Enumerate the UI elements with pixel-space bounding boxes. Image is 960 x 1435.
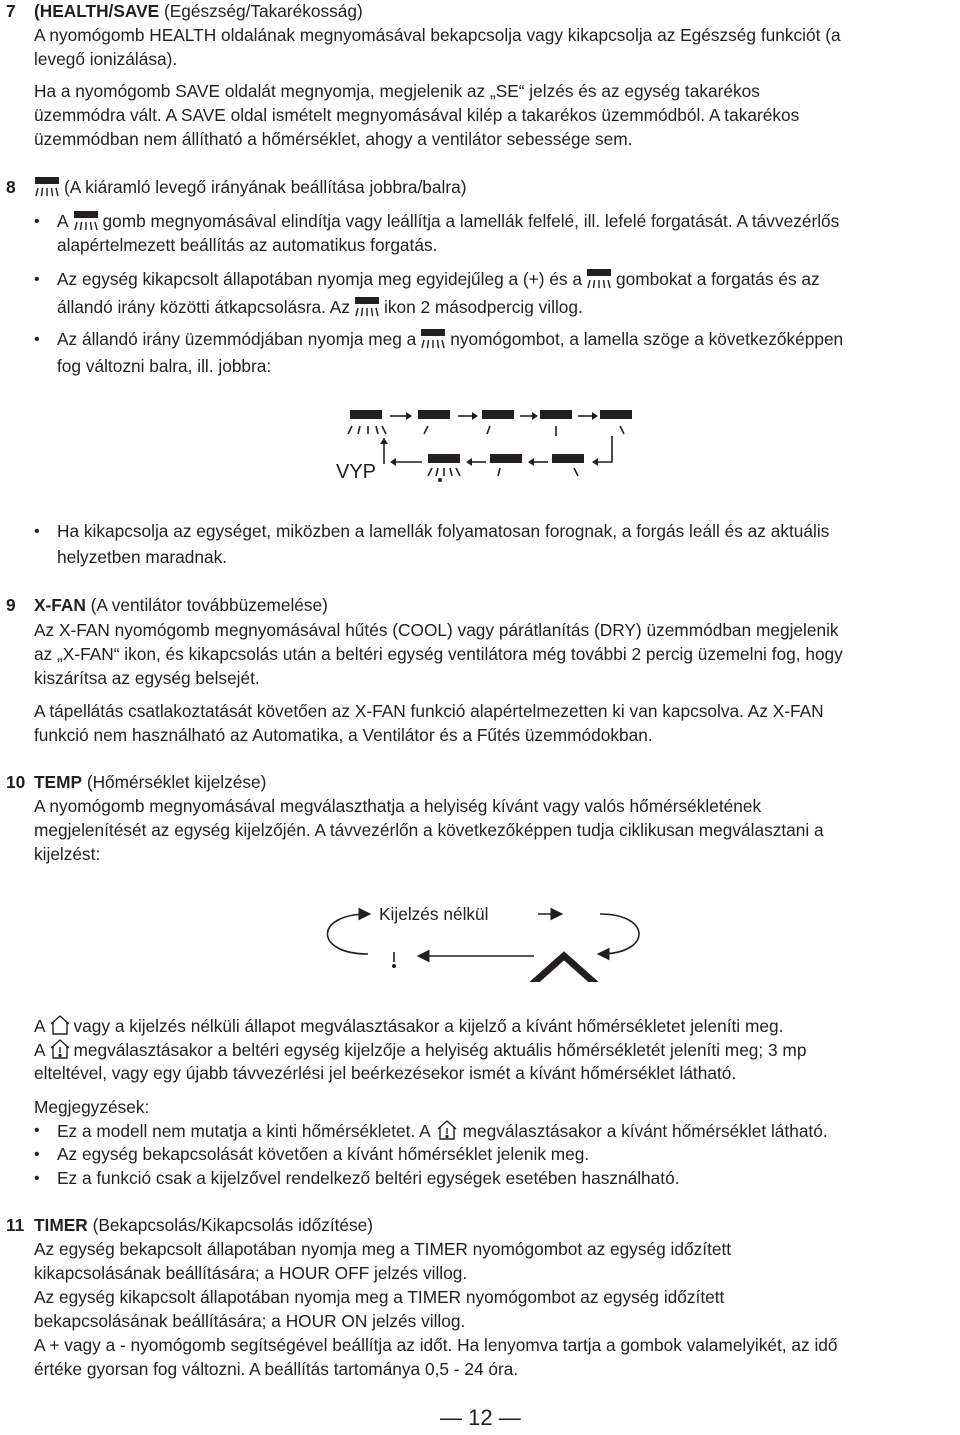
bullet: • (34, 1146, 40, 1163)
paragraph-line: elteltével, vagy egy újabb távvezérlési jel beérkezésekor ismét a kívánt hőmérséklet látható. (34, 1063, 737, 1083)
page-number-value: 12 (468, 1405, 493, 1430)
section-title-rest: (Bekapcsolás/Kikapcsolás időzítése) (87, 1215, 374, 1235)
louver-position-1 (348, 410, 386, 434)
bullet-line (57, 210, 839, 234)
section-title-rest: (A ventilátor továbbüzemelése) (85, 595, 328, 615)
bullet-line (57, 296, 583, 320)
paragraph-line: Az X-FAN nyomógomb megnyomásával hűtés (COOL) vagy párátlanítás (DRY) üzemmódban megjelenik (34, 620, 839, 640)
section-title (34, 594, 328, 618)
paragraph-line: A nyomógomb HEALTH oldalának megnyomásával bekapcsolja vagy kikapcsolja az Egészség funkciót (a (34, 25, 841, 45)
bullet: • (34, 523, 40, 540)
bullet-line (57, 268, 820, 292)
arrow-left (466, 458, 486, 466)
paragraph-line: üzemmódban nem állítható a hőmérséklet, ahogy a ventilátor sebessége sem. (34, 129, 633, 149)
arrow-right (458, 412, 478, 420)
bullet: • (34, 213, 40, 230)
bullet: • (34, 1122, 40, 1139)
section-title (34, 176, 467, 200)
swing-louver-icon (420, 328, 446, 350)
house-thermometer-icon (434, 1119, 460, 1141)
louver-position-8 (428, 454, 460, 482)
bullet: • (34, 271, 40, 288)
text: állandó irány közötti átkapcsolásra. Az (57, 297, 350, 317)
paragraph-line: megjelenítését az egység kijelzőjén. A távvezérlőn a következőképpen tudja ciklikusan megválasztani a (34, 820, 824, 840)
swing-louver-icon (73, 210, 99, 232)
section-title (34, 0, 363, 24)
note-line: Az egység bekapcsolását követően a kívánt hőmérséklet jelenik meg. (57, 1144, 590, 1164)
section-number: 7 (6, 1, 16, 21)
arrow-left (528, 458, 548, 466)
text: A (57, 211, 69, 231)
page-number (440, 1404, 521, 1432)
paragraph-line: Az egység bekapcsolt állapotában nyomja meg a TIMER nyomógombot az egység időzített (34, 1239, 732, 1259)
paragraph-line: kijelzést: (34, 844, 101, 864)
section-title (34, 1214, 373, 1238)
bullet-line: helyzetben maradnak. (57, 547, 228, 567)
paragraph-line: funkció nem használható az Automatika, a Ventilátor és a Fűtés üzemmódokban. (34, 725, 653, 745)
louver-position-2 (418, 410, 450, 434)
louver-cycle-diagram (330, 400, 640, 490)
section-number: 11 (6, 1215, 25, 1235)
cycle-arrow-right (600, 914, 639, 954)
section-number: 9 (6, 595, 16, 615)
paragraph-line: értéke gyorsan fog változni. A beállítás tartománya 0,5 - 24 óra. (34, 1359, 519, 1379)
return-arrow (592, 436, 612, 466)
paragraph-line (34, 1038, 806, 1063)
paragraph-line: bekapcsolásának beállítására; a HOUR ON jelzés villog. (34, 1311, 466, 1331)
page-dash: — (440, 1405, 462, 1430)
section-title (34, 771, 266, 795)
louver-position-6 (552, 454, 584, 476)
section-number: 10 (6, 772, 26, 792)
cycle-arrow-left (328, 914, 369, 954)
bullet-line: Ha kikapcsolja az egységet, miközben a lamellák folyamatosan forognak, a forgás leáll és az aktuális (57, 521, 830, 541)
section-title-bold: (HEALTH/SAVE (34, 1, 160, 21)
section-title-text: (A kiáramló levegő irányának beállítása jobbra/balra) (64, 177, 467, 197)
text: nyomógombot, a lamella szöge a következőképpen (450, 329, 844, 349)
note-line (57, 1119, 828, 1144)
section-number: 8 (6, 177, 16, 197)
text: megválasztásakor a beltéri egység kijelzője a helyiség aktuális hőmérsékletét jeleníti meg; 3 mp (73, 1040, 807, 1060)
louver-position-5 (600, 410, 632, 434)
text: Ez a modell nem mutatja a kinti hőmérsékletet. A (57, 1121, 431, 1141)
text: Az állandó irány üzemmódjában nyomja meg a (57, 329, 417, 349)
louver-position-7 (490, 454, 522, 476)
bullet: • (34, 1170, 40, 1187)
louver-position-3 (482, 410, 514, 434)
house-icon (49, 1014, 71, 1036)
text: gomb megnyomásával elindítja vagy leállítja a lamellák felfelé, ill. lefelé forgatását. A távvezérlős (102, 211, 840, 231)
text: A (34, 1040, 46, 1060)
arrow-right (578, 412, 598, 420)
paragraph-line: kikapcsolásának beállítására; a HOUR OFF jelzés villog. (34, 1263, 468, 1283)
paragraph-line: A + vagy a - nyomógomb segítségével beállítja az időt. Ha lenyomva tartja a gombok valamelyikét, az idő (34, 1335, 838, 1355)
swing-louver-icon (34, 176, 60, 198)
paragraph-line: kiszárítsa az egység belsejét. (34, 668, 260, 688)
arrow-up (380, 438, 388, 464)
text: A (34, 1016, 46, 1036)
cycle-label: Kijelzés nélkül (379, 904, 489, 924)
bullet-line (57, 328, 843, 352)
text: vagy a kijelzés nélküli állapot megválasztásakor a kijelző a kívánt hőmérsékletet jeleníti meg. (73, 1016, 784, 1036)
house-icon (520, 956, 608, 982)
section-title-bold: TEMP (34, 772, 83, 792)
bullet: • (34, 331, 40, 348)
diagram-label: VYP (336, 461, 377, 483)
thermometer-icon (392, 952, 396, 968)
arrow-right (520, 412, 538, 420)
section-title-bold: X-FAN (34, 595, 86, 615)
paragraph-line: Ha a nyomógomb SAVE oldalát megnyomja, megjelenik az „SE“ jelzés és az egység takarékos (34, 81, 760, 101)
notes-title: Megjegyzések: (34, 1097, 150, 1117)
section-title-rest: (Hőmérséklet kijelzése) (82, 772, 267, 792)
paragraph-line: üzemmódra vált. A SAVE oldal ismételt megnyomásával kilép a takarékos üzemmódból. A takarékos (34, 105, 800, 125)
arrow-right (390, 412, 412, 420)
bullet-line: alapértelmezett beállítás az automatikus forgatás. (57, 235, 438, 255)
text: Az egység kikapcsolt állapotában nyomja meg egyidejűleg a (+) és a (57, 269, 582, 289)
paragraph-line: az „X-FAN“ ikon, és kikapcsolás után a beltéri egység ventilátora még további 2 percig üzemelni fog, hogy (34, 644, 843, 664)
swing-louver-icon (354, 296, 380, 318)
house-thermometer-icon (49, 1038, 71, 1060)
text: megválasztásakor a kívánt hőmérséklet látható. (462, 1121, 828, 1141)
bullet-line: fog változni balra, ill. jobbra: (57, 356, 272, 376)
louver-position-4 (540, 410, 572, 436)
paragraph-line: A tápellátás csatlakoztatását követően az X-FAN funkció alapértelmezetten ki van kapcsolva. Az X-FAN (34, 701, 824, 721)
paragraph-line (34, 1014, 783, 1039)
paragraph-line: levegő ionizálása). (34, 49, 178, 69)
text: ikon 2 másodpercig villog. (383, 297, 583, 317)
text: gombokat a forgatás és az (616, 269, 820, 289)
arrow-left (390, 458, 422, 466)
paragraph-line: A nyomógomb megnyomásával megválaszthatja a helyiség kívánt vagy valós hőmérsékletének (34, 796, 762, 816)
swing-louver-icon (586, 268, 612, 290)
display-cycle-diagram (310, 892, 650, 982)
section-title-bold: TIMER (34, 1215, 88, 1235)
note-line: Ez a funkció csak a kijelzővel rendelkező beltéri egységek esetében használható. (57, 1168, 680, 1188)
paragraph-line: Az egység kikapcsolt állapotában nyomja meg a TIMER nyomógombot az egység időzített (34, 1287, 725, 1307)
page-dash: — (498, 1405, 521, 1430)
section-title-rest: (Egészség/Takarékosság) (159, 1, 363, 21)
